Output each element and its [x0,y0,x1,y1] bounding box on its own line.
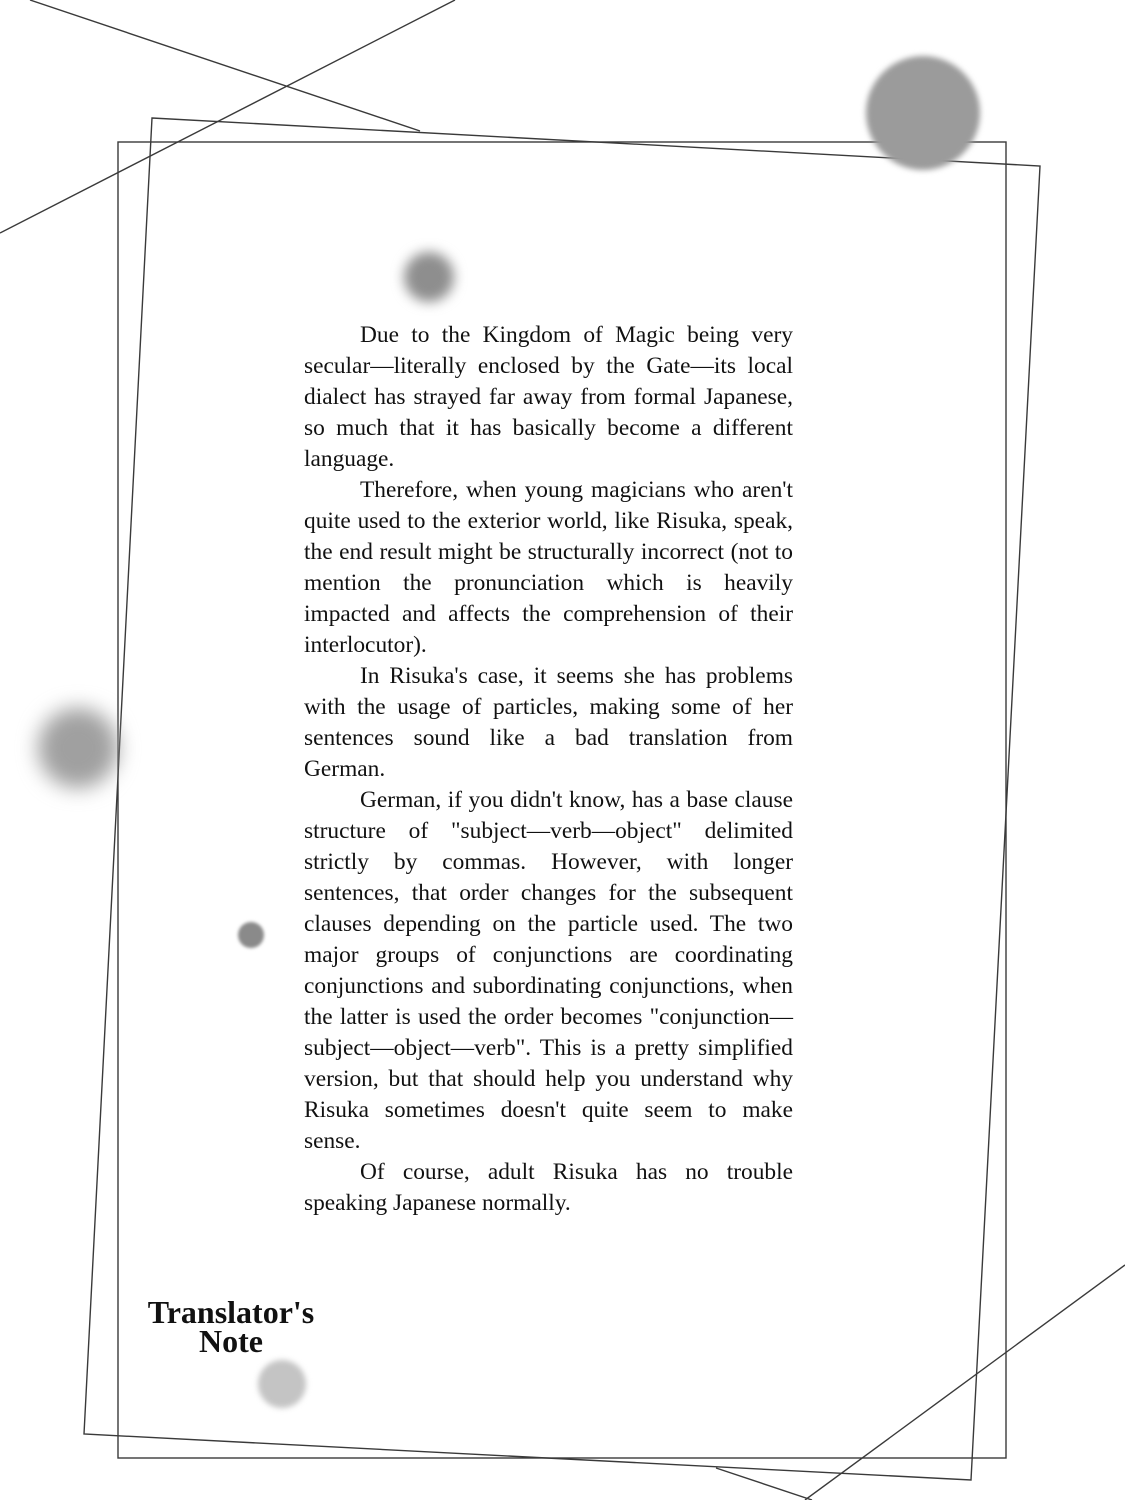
diagonal-line-top-left-b [0,0,455,233]
note-paragraph: Due to the Kingdom of Magic being very secular—literally enclosed by the Gate—its local dialect has strayed far away from formal Japanese, so much that it has basically become a different language. [304,322,793,472]
diagonal-line-bottom-right-a [805,1265,1125,1500]
diagonal-line-top-left-a [30,0,420,131]
gray-blur-spot [38,708,118,788]
note-paragraph: Of course, adult Risuka has no trouble speaking Japanese normally. [304,1159,793,1216]
gray-blur-spot [404,252,454,302]
translator-note-body [304,320,793,1219]
heading-line-note: Note [199,1323,263,1359]
translator-note-heading [136,1294,326,1359]
note-paragraph: Therefore, when young magicians who aren't quite used to the exterior world, like Risuka, speak, the end result might be structurally incorrect (not to mention the pronunciation which is heavily impacted and affects the comprehension of their interlocutor). [304,477,793,658]
gray-blur-spot [238,922,264,948]
diagonal-line-bottom-right-b [716,1468,812,1500]
heading-line-translators: Translator's [147,1294,315,1330]
note-paragraph: In Risuka's case, it seems she has problems with the usage of particles, making some of her sentences sound like a bad translation from German. [304,663,793,782]
note-paragraph: German, if you didn't know, has a base clause structure of "subject—verb—object" delimited strictly by commas. However, with longer sentences, that order changes for the subsequent clauses depending on the particle used. The two major groups of conjunctions are coordinating conjunctions and subordinating conjunctions, when the latter is used the order becomes "conjunction—subject—object—verb". This is a pretty simplified version, but that should help you understand why Risuka sometimes doesn't quite seem to make sense. [304,787,793,1154]
gray-blur-spot [866,56,980,170]
gray-blur-spot [258,1360,306,1408]
